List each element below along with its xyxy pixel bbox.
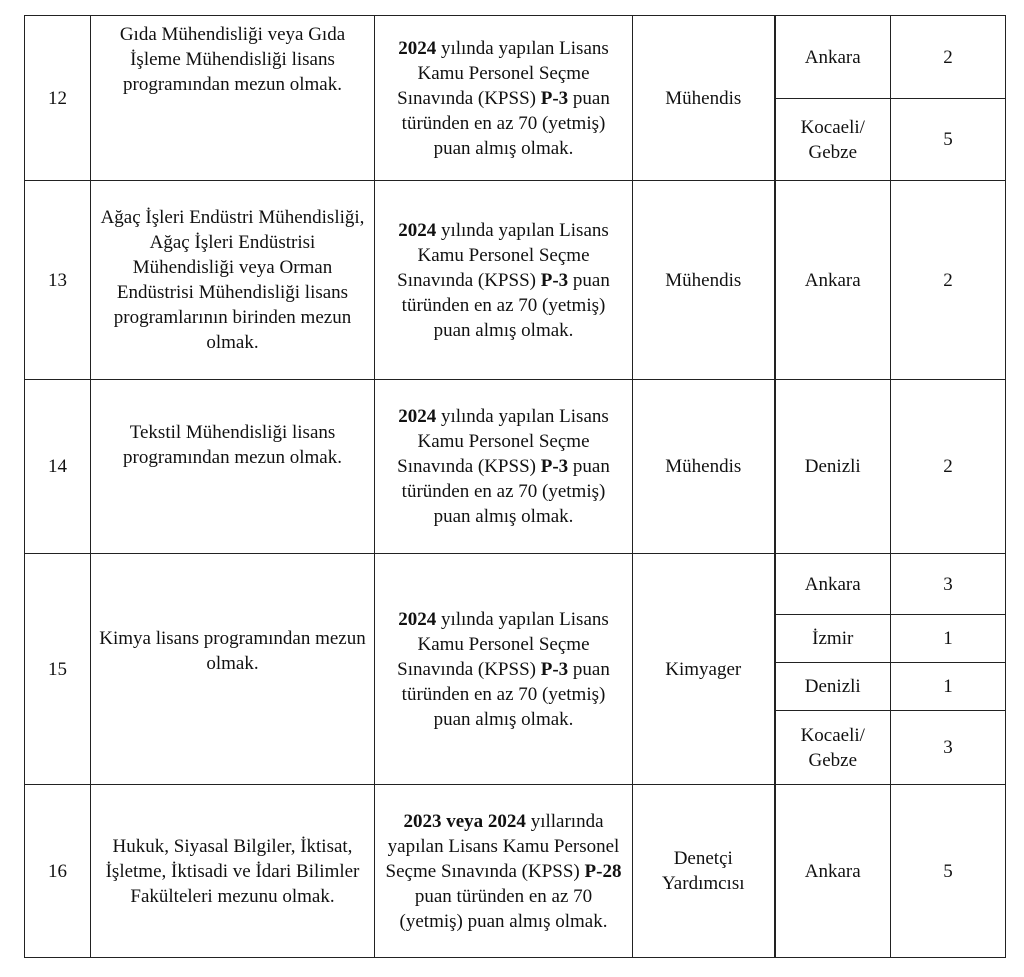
- count-cell: 1: [891, 663, 1006, 711]
- row-number: 15: [25, 554, 91, 785]
- count-cell: 5: [891, 99, 1006, 181]
- count-cell: 3: [891, 554, 1006, 615]
- count-cell: 2: [891, 16, 1006, 99]
- positions-table: [24, 15, 1006, 958]
- location-cell: Kocaeli/ Gebze: [775, 711, 891, 785]
- count-cell: 2: [891, 181, 1006, 380]
- location-cell: Kocaeli/ Gebze: [775, 99, 891, 181]
- count-cell: 5: [891, 785, 1006, 958]
- location-cell: Ankara: [775, 181, 891, 380]
- count-cell: 3: [891, 711, 1006, 785]
- location-cell: Denizli: [775, 663, 891, 711]
- exam-condition-cell: 2023 veya 2024 yıllarında yapılan Lisans Kamu Personel Seçme Sınavında (KPSS) P-28 puan türünden en az 70 (yetmiş) puan almış olmak.: [375, 785, 633, 958]
- position-title-cell: Kimyager: [633, 554, 775, 785]
- table-row: [25, 554, 1006, 615]
- position-title-cell: Denetçi Yardımcısı: [633, 785, 775, 958]
- location-cell: İzmir: [775, 615, 891, 663]
- exam-condition-cell: 2024 yılında yapılan Lisans Kamu Personel Seçme Sınavında (KPSS) P-3 puan türünden en az 70 (yetmiş) puan almış olmak.: [375, 380, 633, 554]
- exam-condition-cell: 2024 yılında yapılan Lisans Kamu Personel Seçme Sınavında (KPSS) P-3 puan türünden en az 70 (yetmiş) puan almış olmak.: [375, 16, 633, 181]
- table-row: [25, 785, 1006, 958]
- requirement-cell: Hukuk, Siyasal Bilgiler, İktisat, İşletme, İktisadi ve İdari Bilimler Fakülteleri mezunu olmak.: [91, 785, 375, 958]
- position-title-cell: Mühendis: [633, 380, 775, 554]
- exam-condition-cell: 2024 yılında yapılan Lisans Kamu Personel Seçme Sınavında (KPSS) P-3 puan türünden en az 70 (yetmiş) puan almış olmak.: [375, 554, 633, 785]
- table-row: [25, 380, 1006, 554]
- exam-condition-cell: 2024 yılında yapılan Lisans Kamu Personel Seçme Sınavında (KPSS) P-3 puan türünden en az 70 (yetmiş) puan almış olmak.: [375, 181, 633, 380]
- row-number: 13: [25, 181, 91, 380]
- location-cell: Ankara: [775, 554, 891, 615]
- location-cell: Ankara: [775, 785, 891, 958]
- requirement-cell: Kimya lisans programından mezun olmak.: [91, 554, 375, 785]
- count-cell: 1: [891, 615, 1006, 663]
- position-title-cell: Mühendis: [633, 16, 775, 181]
- table-row: [25, 181, 1006, 380]
- position-title-cell: Mühendis: [633, 181, 775, 380]
- location-cell: Ankara: [775, 16, 891, 99]
- row-number: 12: [25, 16, 91, 181]
- row-number: 16: [25, 785, 91, 958]
- row-number: 14: [25, 380, 91, 554]
- requirement-cell: Ağaç İşleri Endüstri Mühendisliği, Ağaç İşleri Endüstrisi Mühendisliği veya Orman Endüstrisi Mühendisliği lisans programlarının birinden mezun olmak.: [91, 181, 375, 380]
- requirement-cell: Tekstil Mühendisliği lisans programından mezun olmak.: [91, 380, 375, 554]
- count-cell: 2: [891, 380, 1006, 554]
- location-cell: Denizli: [775, 380, 891, 554]
- requirement-cell: Gıda Mühendisliği veya Gıda İşleme Mühendisliği lisans programından mezun olmak.: [91, 16, 375, 181]
- table-row: [25, 16, 1006, 99]
